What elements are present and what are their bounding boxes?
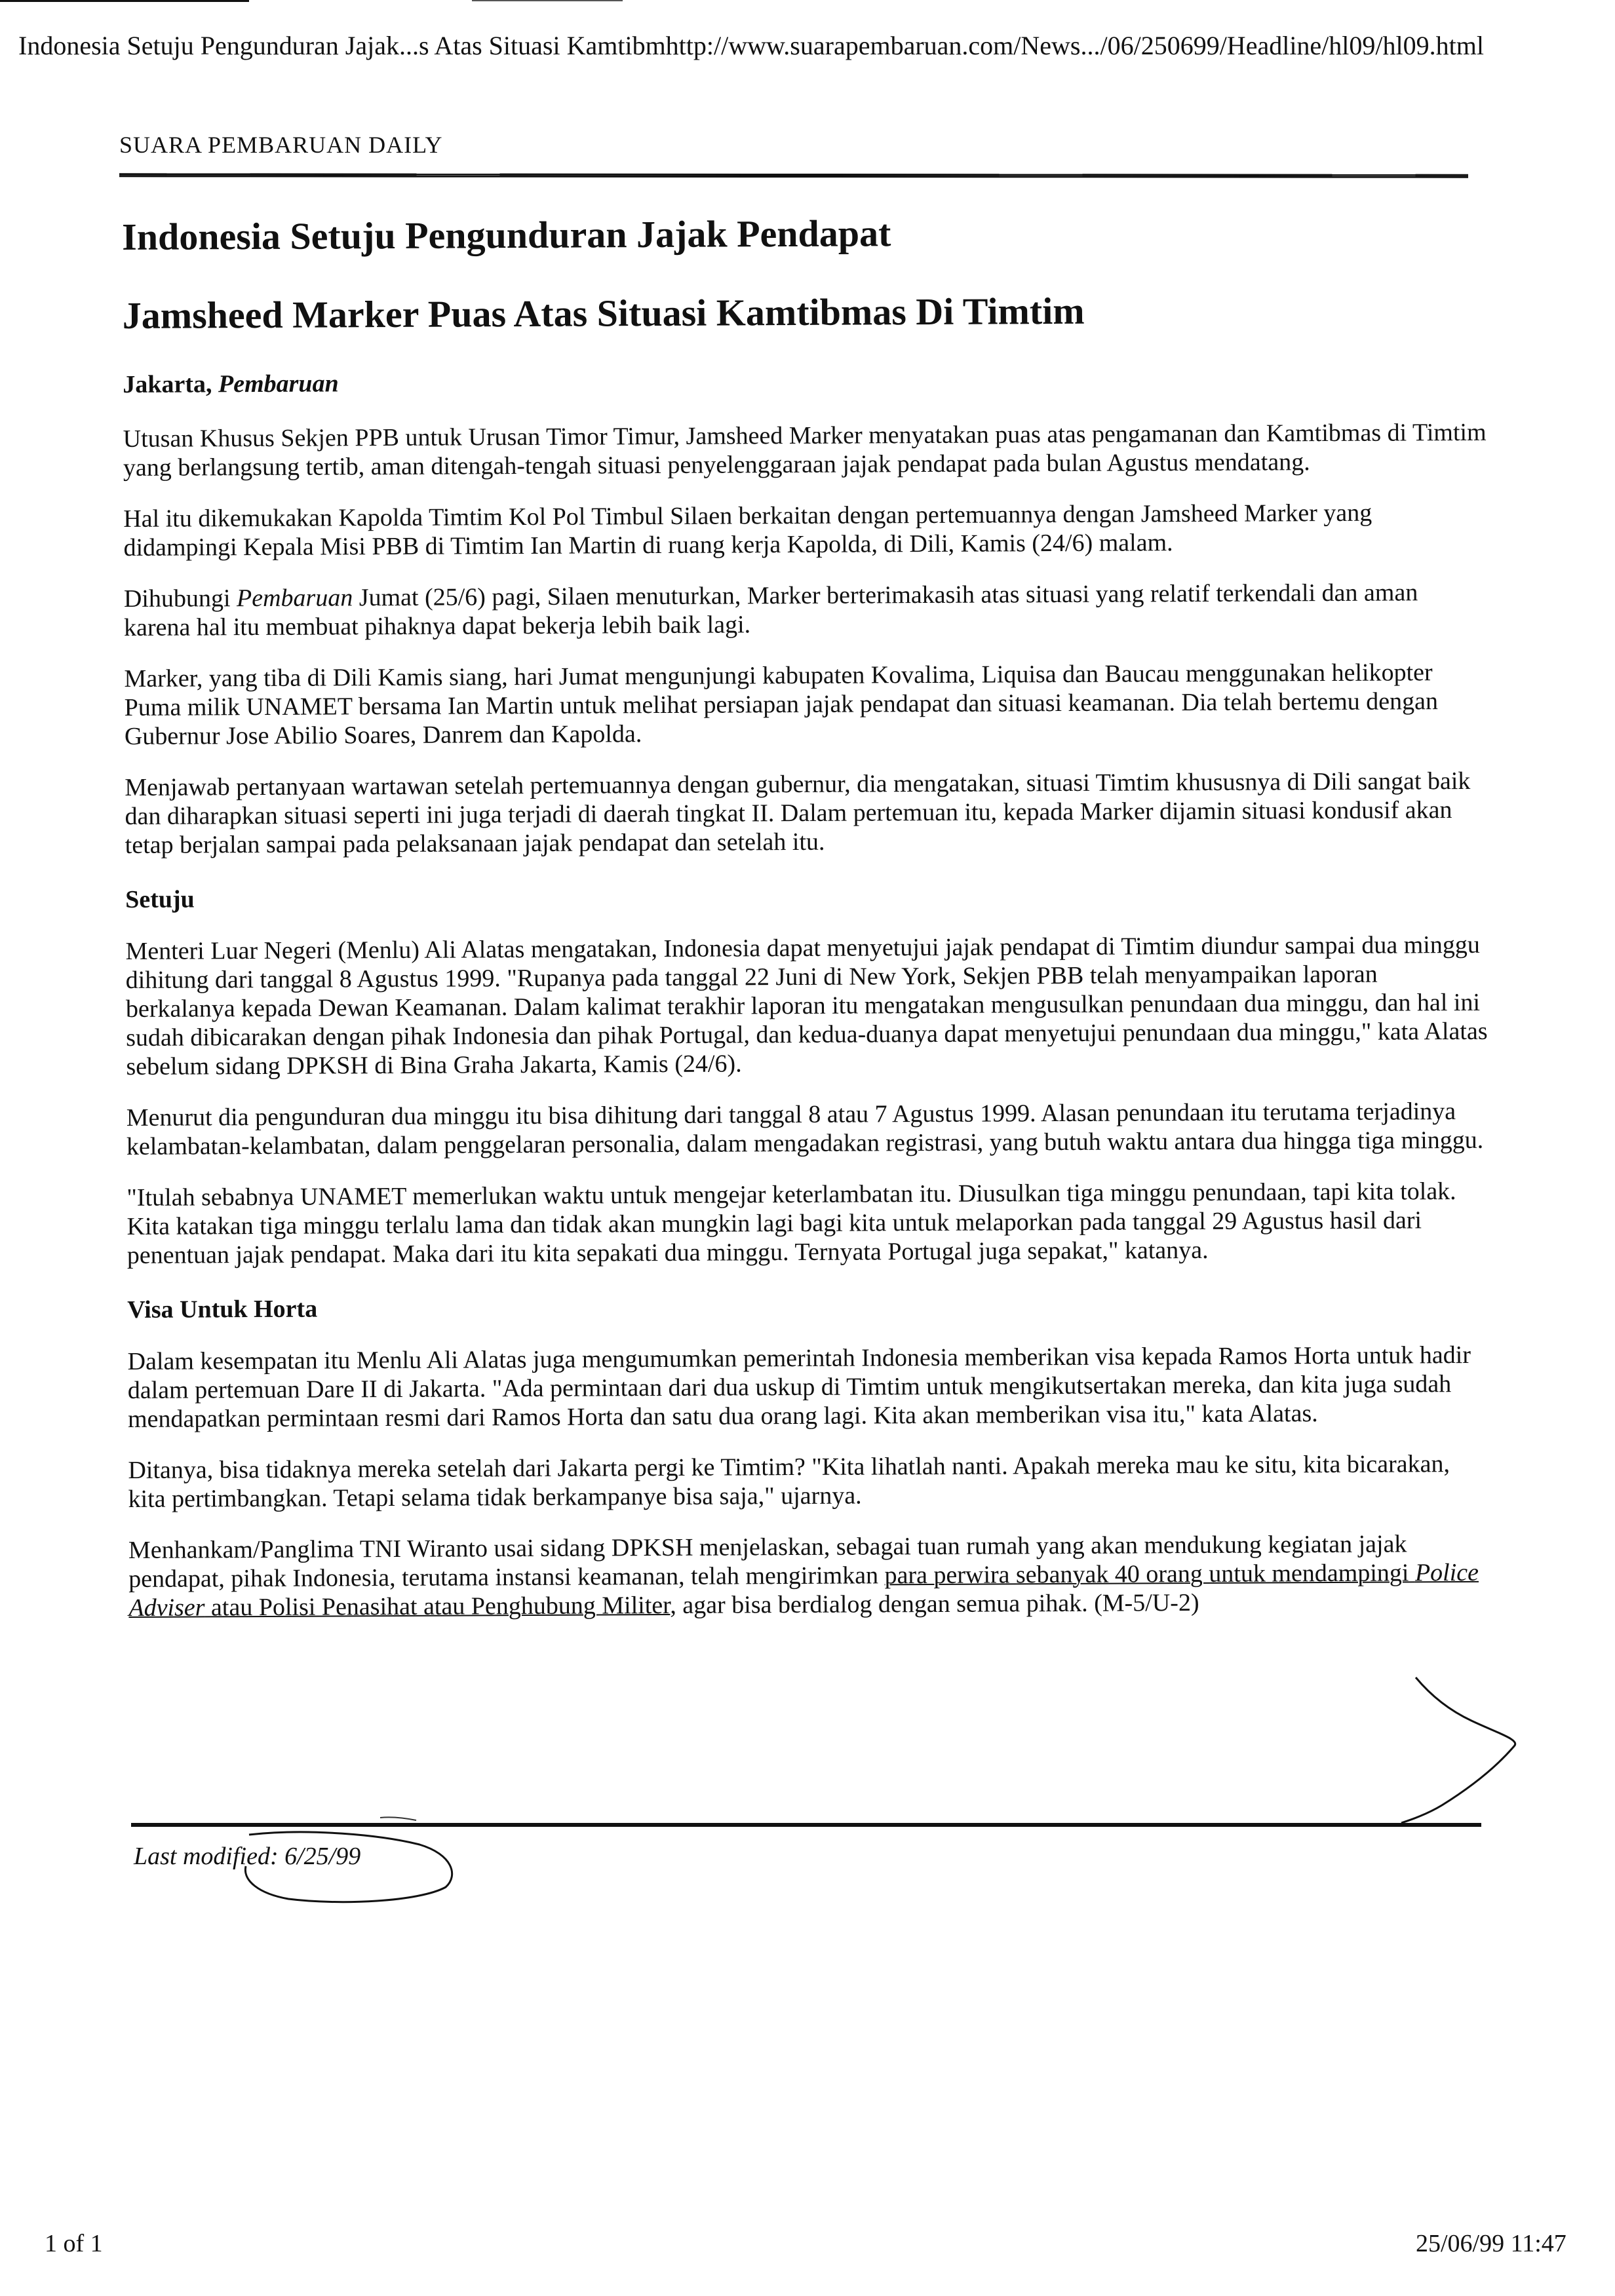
site-name: SUARA PEMBARUAN DAILY <box>119 132 443 158</box>
paragraph: Ditanya, bisa tidaknya mereka setelah dari Jakarta pergi ke Timtim? "Kita lihatlah nanti. Apakah mereka mau ke situ, kita bicarakan, kita pertimbangkan. Tetapi selama tidak berkampanye bisa saja," ujarnya. <box>128 1450 1450 1513</box>
print-header: Indonesia Setuju Pengunduran Jajak...s Atas Situasi Kamtibmhttp://www.suarapembaruan.com/News.../06/250699/Headline/hl09/hl09.html <box>18 31 1484 60</box>
paragraph: Hal itu dikemukakan Kapolda Timtim Kol Pol Timbul Silaen berkaitan dengan pertemuannya dengan Jamsheed Marker yang didampingi Kepala Misi PBB di Timtim Ian Martin di ruang kerja Kapolda, di Dili, Kamis (24/6) malam. <box>123 499 1372 562</box>
dateline-place: Jakarta, <box>123 370 219 398</box>
pen-stroke-mark <box>380 1817 416 1820</box>
paragraph: Menteri Luar Negeri (Menlu) Ali Alatas mengatakan, Indonesia dapat menyetujui jajak pendapat di Timtim diundur sampai dua minggu dihitung dari tanggal 8 Agustus 1999. "Rupanya pada tanggal 22 Juni di New York, Sekjen PBB telah menyampaikan laporan berkalanya kepada Dewan Keamanan. Dalam kalimat terakhir laporan itu mengatakan mengusulkan penundaan dua minggu, dan hal ini sudah dibicarakan dengan pihak Indonesia dan pihak Portugal, dan kedua-duanya dapat menyetujui penundaan dua minggu," kata Alatas sebelum sidang DPKSH di Bina Graha Jakarta, Kamis (24/6). <box>125 930 1488 1081</box>
paragraph-text: Menhankam/Panglima TNI Wiranto usai sidang DPKSH menjelaskan, sebagai tuan rumah yang akan mendukung kegiatan jajak pendapat, pihak Indonesia, terutama instansi keamanan, telah mengirimkan <box>128 1530 1407 1593</box>
last-modified: Last modified: 6/25/99 <box>134 1843 361 1870</box>
paragraph-text: , agar bisa berdialog dengan semua pihak. (M-5/U-2) <box>670 1588 1199 1619</box>
underlined-text: para perwira sebanyak 40 orang untuk mendampingi <box>884 1559 1415 1590</box>
section-heading: Setuju <box>125 885 195 913</box>
bracket-mark <box>1401 1677 1515 1823</box>
paragraph: Marker, yang tiba di Dili Kamis siang, hari Jumat mengunjungi kabupaten Kovalima, Liquisa dan Baucau menggunakan helikopter Puma milik UNAMET bersama Ian Martin untuk melihat persiapan jajak pendapat dan situasi keamanan. Dia telah bertemu dengan Gubernur Jose Abilio Soares, Danrem dan Kapolda. <box>124 659 1439 750</box>
paragraph: Menurut dia pengunduran dua minggu itu bisa dihitung dari tanggal 8 atau 7 Agustus 1999. Alasan penundaan itu terutama terjadinya kelambatan-kelambatan, dalam penggelaran personalia, dalam mengadakan registrasi, yang butuh waktu antara dua hingga tiga minggu. <box>126 1098 1484 1160</box>
section-heading: Visa Untuk Horta <box>127 1295 318 1324</box>
underlined-text: atau Polisi Penasihat atau Penghubung Militer <box>204 1591 671 1622</box>
source-name: Pembaruan <box>236 584 353 613</box>
paragraph-text: Dihubungi <box>123 584 237 613</box>
dateline <box>123 360 1486 402</box>
underlined-italic-text: Police Adviser <box>128 1558 1479 1622</box>
page-count: 1 of 1 <box>45 2230 103 2257</box>
dateline-source: Pembaruan <box>218 370 339 398</box>
paragraph: "Itulah sebabnya UNAMET memerlukan waktu untuk mengejar keterlambatan itu. Diusulkan tiga minggu penundaan, tapi kita tolak. Kita katakan tiga minggu terlalu lama dan tidak akan mungkin lagi bagi kita untuk melaporkan pada tanggal 29 Agustus hasil dari penentuan jajak pendapat. Maka dari itu kita sepakati dua minggu. Ternyata Portugal juga sepakat," katanya. <box>126 1177 1456 1269</box>
footer-divider <box>131 1823 1481 1827</box>
paragraph: Menjawab pertanyaan wartawan setelah pertemuannya dengan gubernur, dia mengatakan, situasi Timtim khususnya di Dili sangat baik dan diharapkan situasi seperti ini juga terjadi di daerah tingkat II. Dalam pertemuan itu, kepada Marker dijamin situasi kondusif akan tetap berjalan sampai pada pelaksanaan jajak pendapat dan setelah itu. <box>125 767 1471 859</box>
paragraph: Utusan Khusus Sekjen PPB untuk Urusan Timor Timur, Jamsheed Marker menyatakan puas atas pengamanan dan Kamtibmas di Timtim yang berlangsung tertib, aman ditengah-tengah situasi penyelenggaraan jajak pendapat pada bulan Agustus mendatang. <box>123 418 1487 482</box>
paragraph <box>128 1529 1492 1622</box>
article-body <box>122 204 1492 1622</box>
paragraph <box>124 578 1487 642</box>
paragraph-text: Jumat (25/6) pagi, Silaen menuturkan, Marker berterimakasih atas situasi yang relatif terkendali dan aman karena hal itu membuat pihaknya dapat bekerja lebih baik lagi. <box>124 579 1418 641</box>
article-subtitle: Jamsheed Marker Puas Atas Situasi Kamtibmas Di Timtim <box>122 289 1085 337</box>
print-timestamp: 25/06/99 11:47 <box>1416 2230 1566 2257</box>
paragraph: Dalam kesempatan itu Menlu Ali Alatas juga mengumumkan pemerintah Indonesia memberikan visa kepada Ramos Horta untuk hadir dalam pertemuan Dare II di Jakarta. "Ada permintaan dari dua uskup di Timtim untuk mengikutsertakan mereka, dan kita juga sudah mendapatkan permintaan resmi dari Ramos Horta dan satu dua orang lagi. Kita akan memberikan visa itu," kata Alatas. <box>127 1341 1471 1433</box>
scan-edge-mark <box>472 0 623 1</box>
article-title: Indonesia Setuju Pengunduran Jajak Pendapat <box>122 212 891 258</box>
scan-edge-mark <box>0 0 249 2</box>
header-divider <box>119 173 1468 178</box>
